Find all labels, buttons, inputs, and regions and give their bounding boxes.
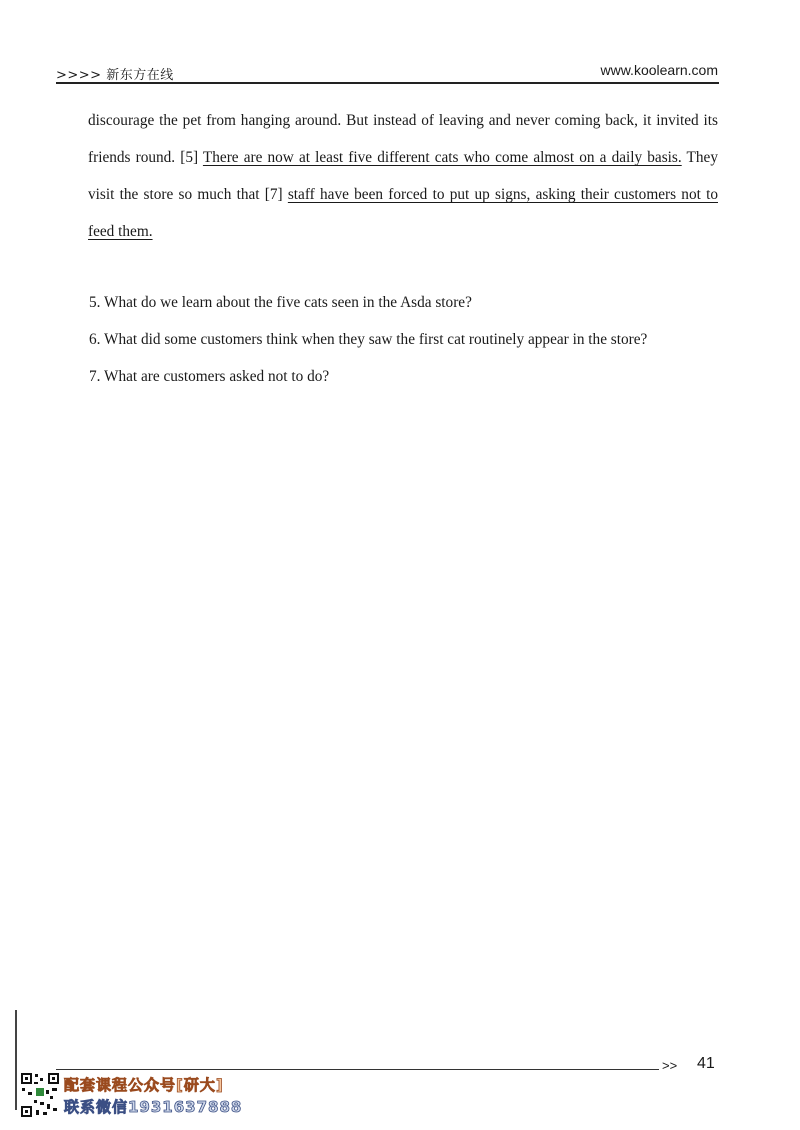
qr-code-icon: [20, 1072, 60, 1118]
footer-divider: [56, 1069, 659, 1070]
question-6: 6. What did some customers think when they saw the first cat routinely appear in the store?: [89, 331, 648, 348]
header-brand: >>>> 新东方在线: [56, 68, 174, 83]
question-5: 5. What do we learn about the five cats seen in the Asda store?: [89, 294, 472, 311]
page-number: 41: [697, 1055, 715, 1072]
question-7: 7. What are customers asked not to do?: [89, 368, 330, 385]
promo-banner-line-2: 联系微信1931637888: [64, 1098, 243, 1116]
passage-plain-1: discourage the pet from hanging around. But instead of leaving and never coming back, it invited its friends round. [5]: [88, 112, 718, 166]
footer-arrow: >>: [662, 1058, 678, 1073]
question-list: [89, 284, 719, 395]
header-website: www.koolearn.com: [600, 62, 718, 78]
underlined-answer-7: staff have been forced to put up signs, asking their customers not to feed them.: [88, 186, 718, 240]
promo-banner-line-1: 配套课程公众号[研大]: [64, 1076, 224, 1094]
underlined-answer-5: There are now at least five different cats who come almost on a daily basis.: [202, 149, 682, 166]
scan-edge-line: [15, 1010, 17, 1110]
passage-text: [88, 102, 718, 250]
header-divider: [56, 82, 719, 84]
passage-plain-2: They visit the store so much that [7]: [88, 149, 718, 203]
